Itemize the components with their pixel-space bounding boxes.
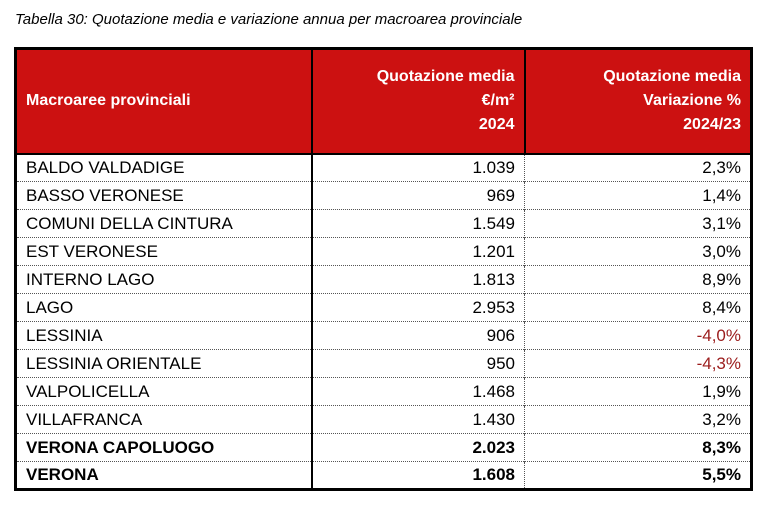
table-caption: Tabella 30: Quotazione media e variazione annua per macroarea provinciale	[15, 11, 523, 28]
variation-cell: 3,1%	[525, 210, 752, 238]
variation-cell: 2,3%	[525, 154, 752, 182]
area-cell: COMUNI DELLA CINTURA	[16, 210, 312, 238]
table-row	[16, 322, 752, 350]
price-cell: 969	[312, 182, 525, 210]
variation-cell: 8,3%	[525, 434, 752, 462]
variation-cell: 1,9%	[525, 378, 752, 406]
table-row-total-capoluogo	[16, 434, 752, 462]
header-variazione	[525, 49, 752, 154]
area-cell: BASSO VERONESE	[16, 182, 312, 210]
area-cell: LESSINIA ORIENTALE	[16, 350, 312, 378]
variation-cell: 1,4%	[525, 182, 752, 210]
variation-cell: 3,2%	[525, 406, 752, 434]
table-row	[16, 238, 752, 266]
table-row	[16, 378, 752, 406]
price-cell: 2.953	[312, 294, 525, 322]
table-row	[16, 154, 752, 182]
area-cell: VILLAFRANCA	[16, 406, 312, 434]
quotation-table	[14, 47, 753, 491]
header-quotazione-line1: Quotazione media	[376, 68, 515, 86]
header-variazione-line1: Quotazione media	[603, 68, 741, 86]
price-cell: 1.039	[312, 154, 525, 182]
header-macroaree: Macroaree provinciali	[16, 49, 312, 154]
table-row	[16, 266, 752, 294]
area-cell: INTERNO LAGO	[16, 266, 312, 294]
table-row	[16, 350, 752, 378]
area-cell: BALDO VALDADIGE	[16, 154, 312, 182]
table-row	[16, 406, 752, 434]
price-cell: 950	[312, 350, 525, 378]
variation-cell: 5,5%	[525, 462, 752, 490]
variation-cell: 3,0%	[525, 238, 752, 266]
header-row	[16, 49, 752, 154]
area-cell: VERONA CAPOLUOGO	[16, 434, 312, 462]
price-cell: 1.549	[312, 210, 525, 238]
area-cell: LESSINIA	[16, 322, 312, 350]
area-cell: LAGO	[16, 294, 312, 322]
table-row	[16, 294, 752, 322]
header-quotazione-line2: €/m²	[481, 92, 515, 110]
variation-cell: 8,4%	[525, 294, 752, 322]
price-cell: 2.023	[312, 434, 525, 462]
price-cell: 1.608	[312, 462, 525, 490]
header-variazione-line3: 2024/23	[683, 116, 741, 134]
price-cell: 1.813	[312, 266, 525, 294]
header-quotazione-media	[312, 49, 525, 154]
price-cell: 1.468	[312, 378, 525, 406]
area-cell: VALPOLICELLA	[16, 378, 312, 406]
area-cell: VERONA	[16, 462, 312, 490]
variation-cell-negative: -4,0%	[525, 322, 752, 350]
table-row-total-verona	[16, 462, 752, 490]
table-row	[16, 182, 752, 210]
area-cell: EST VERONESE	[16, 238, 312, 266]
price-cell: 1.201	[312, 238, 525, 266]
header-quotazione-line3: 2024	[478, 116, 515, 134]
table-row	[16, 210, 752, 238]
header-variazione-line2: Variazione %	[643, 92, 741, 110]
price-cell: 1.430	[312, 406, 525, 434]
variation-cell-negative: -4,3%	[525, 350, 752, 378]
variation-cell: 8,9%	[525, 266, 752, 294]
price-cell: 906	[312, 322, 525, 350]
table-body	[16, 154, 752, 490]
table-header	[16, 49, 752, 154]
